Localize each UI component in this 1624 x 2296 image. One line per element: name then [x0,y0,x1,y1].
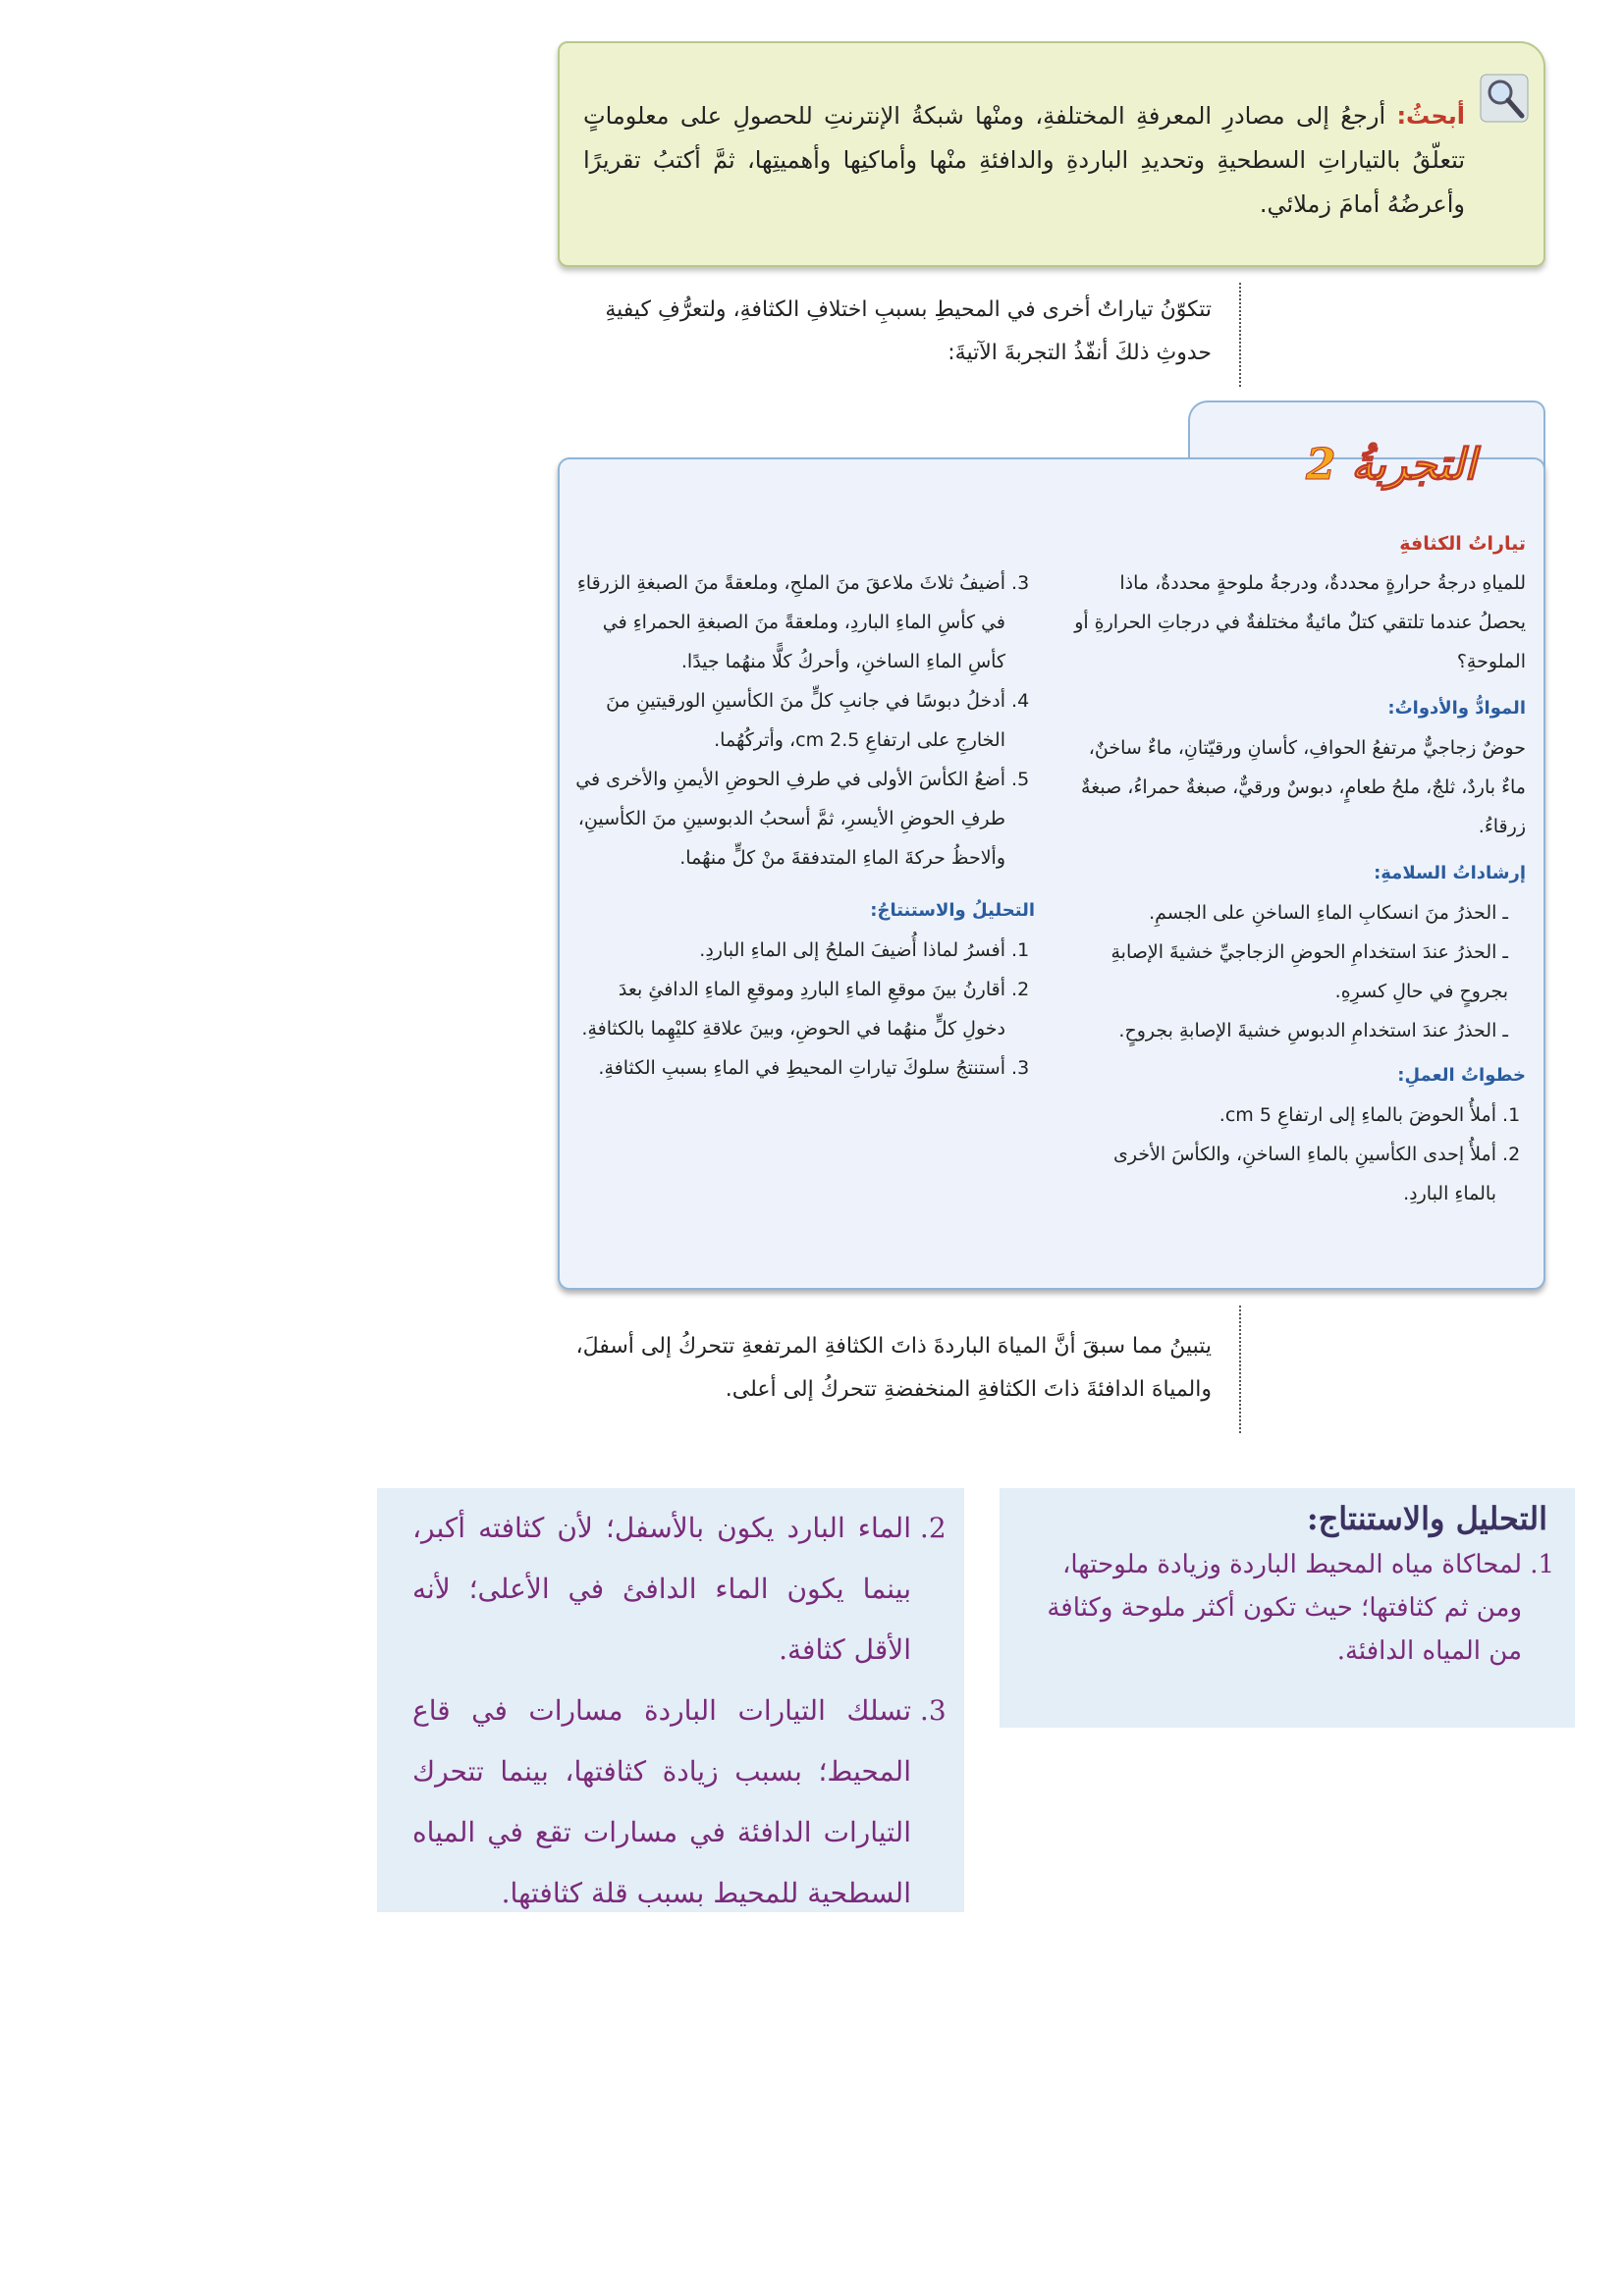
list-item: 2. أملأُ إحدى الكأسينِ بالماءِ الساخنِ، والكأسَ الأخرى بالماءِ الباردِ. [1070,1135,1496,1213]
experiment-intro: للمياهِ درجةُ حرارةٍ محددةٌ، ودرجةُ ملوحةٍ محددةٌ، ماذا يحصلُ عندما تلتقي كتلٌ مائيةٌ مختلفةٌ في درجاتِ الحرارةِ أو الملوحةِ؟ [1074,572,1526,672]
answers-title: التحليل والاستنتاج: [1306,1500,1547,1537]
experiment-left-column [573,563,1035,1088]
research-body: أرجعُ إلى مصادرِ المعرفةِ المختلفةِ، ومنْها شبكةُ الإنترنتِ للحصولِ على معلوماتٍ تتعلّقُ بالتياراتِ السطحيةِ وتحديدِ الباردةِ والدافئةِ منْها وأماكنِها وأهميتِها، ثمَّ أكتبُ تقريرًا وأعرضُهُ أمامَ زملائي. [583,102,1465,218]
answers-text-left [377,1488,964,1924]
experiment-subtitle: تياراتُ الكثافةِ [1399,533,1526,555]
list-item: ـ الحذرُ منَ انسكابِ الماءِ الساخنِ على الجسمِ. [1070,893,1508,933]
list-item: 1. أفسرُ لماذا أُضيفَ الملحُ إلى الماءِ الباردِ. [573,931,1005,970]
safety-title: إرشاداتُ السلامةِ: [1374,863,1526,883]
list-item: 1. لمحاكاة مياه المحيط الباردة وزيادة ملوحتها، ومن ثم كثافتها؛ حيث تكون أكثر ملوحة وكثافة من المياه الدافئة. [1009,1543,1522,1673]
list-item: 2. أقارنُ بينَ موقعِ الماءِ الباردِ وموقعِ الماءِ الدافئِ بعدَ دخولِ كلٍّ منهُما في الحوضِ، وبينَ علاقةِ كليْهِما بالكثافةِ. [573,970,1005,1048]
divider-dotted [1239,1306,1241,1433]
research-lead: أبحثُ: [1396,102,1465,130]
steps-title: خطواتُ العملِ: [1397,1065,1526,1086]
list-item: 4. أدخلُ دبوسًا في جانبِ كلٍّ منَ الكأسينِ الورقيتينِ منَ الخارجِ على ارتفاعِ 2.5 cm، وأتركُهُما. [573,681,1005,760]
list-item: ـ الحذرُ عندَ استخدامِ الدبوسِ خشيةَ الإصابةِ بجروحٍ. [1070,1011,1508,1050]
answer-box-left [377,1488,964,1912]
list-item: 3. أستنتجُ سلوكَ تياراتِ المحيطِ في الماءِ بسببِ الكثافةِ. [573,1048,1005,1088]
list-item: 1. أملأُ الحوضَ بالماءِ إلى ارتفاعِ 5 cm. [1070,1095,1496,1135]
list-item: 3. تسلك التيارات الباردة مسارات في قاع المحيط؛ بسبب زيادة كثافتها، بينما تتحرك التيارات الدافئة في مسارات تقع في المياه السطحية للمحيط بسبب قلة كثافتها. [412,1681,911,1924]
answers-list-right [1009,1543,1561,1673]
list-item: 5. أضعُ الكأسَ الأولى في طرفِ الحوضِ الأيمنِ والأخرى في طرفِ الحوضِ الأيسرِ، ثمَّ أسحبُ الدبوسينِ منَ الكأسينِ، وألاحظُ حركةَ الماءِ المتدفقةَ منْ كلٍّ منهُما. [573,760,1005,878]
answer-box-right [1000,1488,1575,1728]
magnifier-icon [1479,73,1530,124]
list-item: ـ الحذرُ عندَ استخدامِ الحوضِ الزجاجيِّ خشيةَ الإصابةِ بجروحٍ في حالِ كسرِهِ. [1070,933,1508,1011]
intro-paragraph: تتكوّنُ تياراتٌ أخرى في المحيطِ بسببِ اختلافِ الكثافةِ، ولتعرُّفِ كيفيةِ حدوثِ ذلكَ أنفّذُ التجربةَ الآتيةَ: [605,297,1212,365]
list-item: 2. الماء البارد يكون بالأسفل؛ لأن كثافته أكبر، بينما يكون الماء الدافئ في الأعلى؛ لأنه الأقل كثافة. [412,1498,911,1681]
experiment-right-column [1070,524,1526,1213]
list-item: 3. أضيفُ ثلاثَ ملاعقَ منَ الملحِ، وملعقةً منَ الصبغةِ الزرقاءِ في كأسِ الماءِ الباردِ، وملعقةً منَ الصبغةِ الحمراءِ في كأسِ الماءِ الساخنِ، وأحركُ كلًّا منهُما جيدًا. [573,563,1005,681]
experiment-title: التجربةُ 2 [1306,440,1477,490]
steps-list-right [1070,1095,1526,1213]
divider-dotted [1239,283,1241,387]
safety-list [1070,893,1526,1050]
answers-text-right [1000,1537,1575,1673]
answers-list-left [412,1498,950,1924]
analysis-title: التحليلُ والاستنتاجُ: [870,900,1035,921]
materials-title: الموادُّ والأدواتُ: [1387,698,1526,719]
analysis-list [573,931,1035,1088]
steps-list-left [573,563,1035,878]
research-text [583,94,1465,227]
research-box [558,41,1545,267]
materials-text: حوضٌ زجاجيٌّ مرتفعُ الحوافِ، كأسانِ ورقيّتانِ، ماءٌ ساخنٌ، ماءٌ باردٌ، ثلجٌ، ملحُ طعامٍ، دبوسٌ ورقيٌّ، صبغةٌ حمراءُ، صبغةٌ زرقاءُ. [1081,737,1526,837]
conclusion-paragraph: يتبينُ مما سبقَ أنَّ المياهَ الباردةَ ذاتَ الكثافةِ المرتفعةِ تتحركُ إلى أسفلَ، والمياهَ الدافئةَ ذاتَ الكثافةِ المنخفضةِ تتحركُ إلى أعلى. [575,1334,1212,1402]
